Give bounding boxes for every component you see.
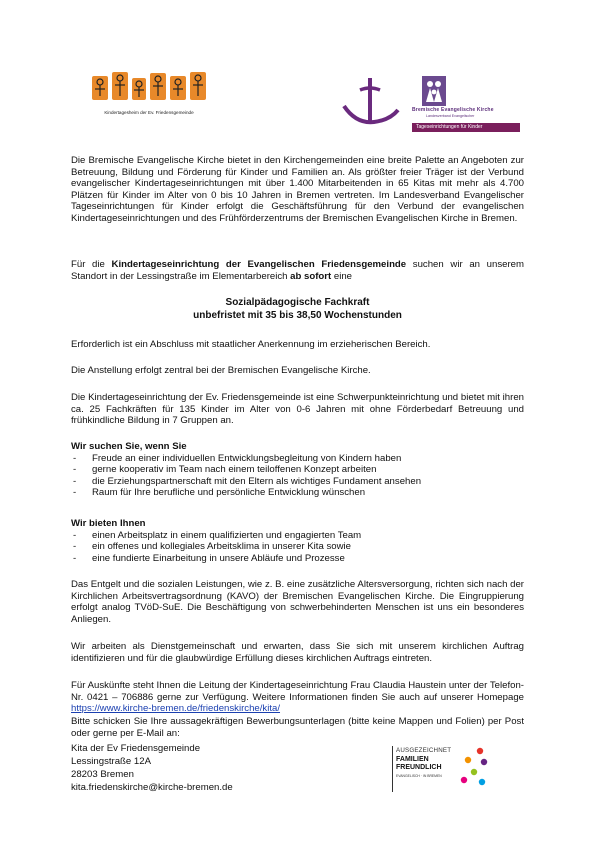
salary-paragraph: Das Entgelt und die sozialen Leistungen, wie z. B. eine zusätzliche Altersversorgung, richten sich nach der Kirchlichen Arbeitsvertragsordnung (KAVO) der Bremischen Evangelischen Kirche. Die Eingruppierung erfolgt analog TVöD-SuE. Die Beschäftigung von schwerbehinderten Menschen ist uns ein besonderes Anliegen. [71,579,524,625]
position-subtitle: unbefristet mit 35 bis 38,50 Wochenstunden [193,310,402,321]
search-text-1: Für die [71,259,112,270]
badge-line-1: AUSGEZEICHNET [396,747,452,754]
we-seek-list [71,453,524,499]
family-icon [422,76,446,106]
search-paragraph [71,259,524,282]
search-start-date: ab sofort [290,270,332,282]
badge-line-3: FREUNDLICH [396,764,442,771]
search-text-2: suchen wir an unserem Standort in der Lessingstraße im Elementarbereich [71,259,524,282]
children-figures-icon [90,70,208,108]
church-logo-name: Bremische Evangelische Kirche [412,107,494,113]
address-line-2: Lessingstraße 12A [71,756,151,767]
position-title: Sozialpädagogische Fachkraft [225,297,370,308]
address-line-1: Kita der Ev Friedensgemeinde [71,743,201,754]
church-cross-icon [340,76,402,128]
badge-dots-icon [458,746,492,792]
address-line-3: 28203 Bremen [71,769,134,780]
list-item: - die Erziehungspartnerschaft mit den Eltern als wichtiges Fundament ansehen [71,476,524,487]
community-paragraph: Wir arbeiten als Dienstgemeinschaft und erwarten, dass Sie sich mit unserem kirchlichen Auftrag identifizieren und für die glaubwürdige Erfüllung dieses kirchlichen Auftrags eintreten. [71,641,524,664]
we-seek-heading: Wir suchen Sie, wenn Sie [71,441,187,452]
kita-description: Die Kindertageseinrichtung der Ev. Friedensgemeinde ist eine Schwerpunkteinrichtung und bietet mit ihren ca. 25 Fachkräften für 135 Kinder im Alter von 0-6 Jahren mit ohne Förderbedarf Betreuung und frühkindliche Bildung in 7 Gruppen an. [71,392,524,427]
church-logo-bar-text: Tageseinrichtungen für Kinder [416,124,483,130]
search-kita-name: Kindertageseinrichtung der Evangelischen Friedensgemeinde [111,259,407,270]
contact-paragraph [71,680,524,715]
employment-text: Die Anstellung erfolgt zentral bei der Bremischen Evangelische Kirche. [71,365,371,376]
we-offer-list [71,530,524,564]
list-item: - einen Arbeitsplatz in einem qualifizierten und engagierten Team [71,530,524,541]
list-item: - Freude an einer individuellen Entwicklungsbegleitung von Kindern haben [71,453,524,464]
postal-address [71,742,233,794]
list-item: - ein offenes und kollegiales Arbeitsklima in unserer Kita sowie [71,541,524,552]
church-logo [412,76,520,132]
kita-logo [86,70,212,122]
search-text-3: eine [331,270,353,282]
contact-text: Für Auskünfte steht Ihnen die Leitung der Kindertageseinrichtung Frau Claudia Haustein unter der Telefon-Nr. 0421 – 706886 gerne zur Verfügung. Weitere Informationen finden Sie auch auf unserer Homepage [71,680,524,703]
kita-logo-caption: Kindertagesheim der Ev. Friedensgemeinde [104,110,194,115]
homepage-link[interactable]: https://www.kirche-bremen.de/friedenskirche/kita/ [71,703,281,715]
badge-line-2: FAMILIEN [396,756,429,763]
list-item: - Raum für Ihre berufliche und persönliche Entwicklung wünschen [71,487,524,498]
church-logo-sub: Landesverband Evangelischer [426,114,475,118]
apply-paragraph: Bitte schicken Sie Ihre aussagekräftigen Bewerbungsunterlagen (bitte keine Mappen und Folien) per Post oder gerne per E-Mail an: [71,716,524,739]
badge-line-4: EVANGELISCH · IN BREMEN [396,774,442,778]
we-offer-heading: Wir bieten Ihnen [71,518,146,529]
family-friendly-badge [392,746,496,796]
intro-paragraph: Die Bremische Evangelische Kirche bietet in den Kirchengemeinden eine breite Palette an Angeboten zur Betreuung, Bildung und Förderung für Kinder und Familien an. Als größter freier Träger ist der Verbund evangelischer Kindertageseinrichtungen mit über 1.400 Mitarbeitenden in 65 Kitas mit mehr als 4.700 Plätzen für Kinder im Alter von 0 bis 10 Jahren in Bremen vertreten. Im Landesverband Evangelischer Tageseinrichtungen für Kinder erfolgt die Geschäftsführung für den Verbund der evangelischen Kindertageseinrichtungen und des Frühförderzentrums der Bremischen Evangelischen Kirche in Bremen. [71,155,524,224]
email-address[interactable]: kita.friedenskirche@kirche-bremen.de [71,782,233,793]
requirement-text: Erforderlich ist ein Abschluss mit staatlicher Anerkennung im erzieherischen Bereich. [71,339,431,350]
list-item: - gerne kooperativ im Team nach einem teiloffenen Konzept arbeiten [71,464,524,475]
list-item: - eine fundierte Einarbeitung in unsere Abläufe und Prozesse [71,553,524,564]
